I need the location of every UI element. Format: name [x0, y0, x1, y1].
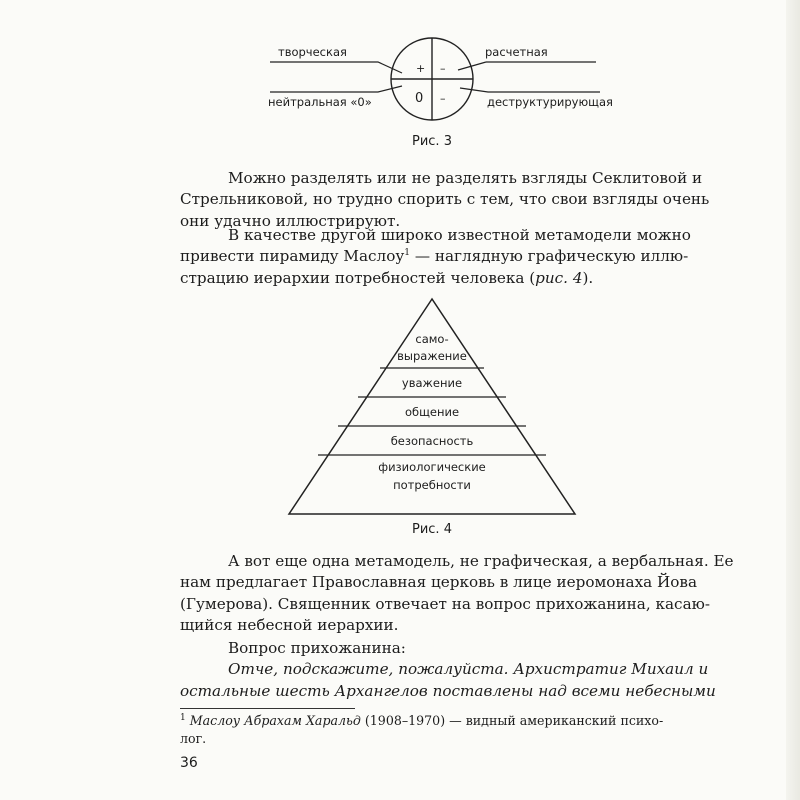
- leader-line-br: [460, 88, 600, 92]
- footnote-name: Маслоу Абрахам Харальд: [189, 713, 361, 728]
- label-destructuring: деструктурирующая: [487, 95, 613, 109]
- figure-4-caption: Рис. 4: [412, 522, 452, 537]
- pyramid-level-physio-1: физиологические: [378, 460, 486, 474]
- pyramid-level-self-2: выражение: [397, 349, 467, 363]
- leader-line-tl: [270, 62, 402, 73]
- question-line-2: остальные шесть Архангелов поставлены над всеми небесными: [180, 681, 716, 700]
- sign-minus-bottom: –: [440, 92, 446, 105]
- paragraph-2-text-c: страцию иерархии потребностей человека (: [180, 268, 536, 287]
- label-creative: творческая: [278, 45, 347, 59]
- paragraph-1-line-2: Стрельниковой, но трудно спорить с тем, что свои взгляды очень: [180, 190, 710, 209]
- paragraph-2-line-3: [180, 268, 670, 289]
- footnote: [180, 712, 670, 748]
- sign-plus: +: [416, 62, 426, 75]
- paragraph-1-line-3: они удачно иллюстрируют.: [180, 211, 401, 230]
- label-calculating: расчетная: [485, 45, 548, 59]
- footnote-mark: 1: [180, 712, 186, 723]
- question-line-1: Отче, подскажите, пожалуйста. Архистратиг Михаил и: [228, 660, 709, 679]
- paragraph-2-text-d: ).: [582, 268, 594, 287]
- footnote-divider: [180, 708, 355, 709]
- paragraph-2-line-2: [180, 246, 689, 267]
- leader-line-bl: [270, 86, 402, 92]
- question-label: Вопрос прихожанина:: [228, 639, 406, 657]
- label-neutral: нейтральная «0»: [268, 95, 372, 109]
- paragraph-2-text-a: привести пирамиду Маслоу: [180, 247, 405, 266]
- footnote-ref: 1: [404, 248, 411, 259]
- paragraph-3-line-1: А вот еще одна метамодель, не графическая, а вербальная. Ее: [228, 552, 734, 570]
- pyramid-level-physio-2: потребности: [393, 478, 471, 492]
- sign-minus-top: –: [440, 62, 446, 75]
- footnote-continuation: лог.: [180, 731, 207, 746]
- pyramid-level-communication: общение: [404, 405, 460, 419]
- paragraph-3: [180, 551, 734, 636]
- pyramid-level-esteem: уважение: [401, 376, 463, 390]
- paragraph-2-line-1: В качестве другой широко известной метамодели можно: [228, 226, 691, 244]
- pyramid-level-self-1: само-: [415, 332, 449, 346]
- paragraph-2-text-b: — наглядную графическую иллю-: [410, 247, 689, 266]
- paragraph-3-line-2: нам предлагает Православная церковь в лице иеромонаха Йова: [180, 573, 698, 592]
- sign-zero: 0: [415, 91, 424, 106]
- paragraph-3-line-3: (Гумерова). Священник отвечает на вопрос прихожанина, касаю-: [180, 594, 710, 613]
- paragraph-1-line-1: Можно разделять или не разделять взгляды Секлитовой и: [228, 169, 703, 187]
- figure-3-caption: Рис. 3: [412, 134, 452, 149]
- figure-4-reference: рис. 4: [535, 268, 583, 287]
- paragraph-1: [180, 168, 710, 232]
- page-number: 36: [180, 755, 198, 771]
- pyramid-level-safety: безопасность: [390, 434, 474, 448]
- paragraph-3-line-4: щийся небесной иерархии.: [180, 615, 399, 634]
- maslow-pyramid: [289, 299, 575, 514]
- paragraph-2: [180, 225, 691, 289]
- footnote-text: (1908–1970) — видный американский психо-: [360, 713, 664, 728]
- question-block: [180, 638, 716, 702]
